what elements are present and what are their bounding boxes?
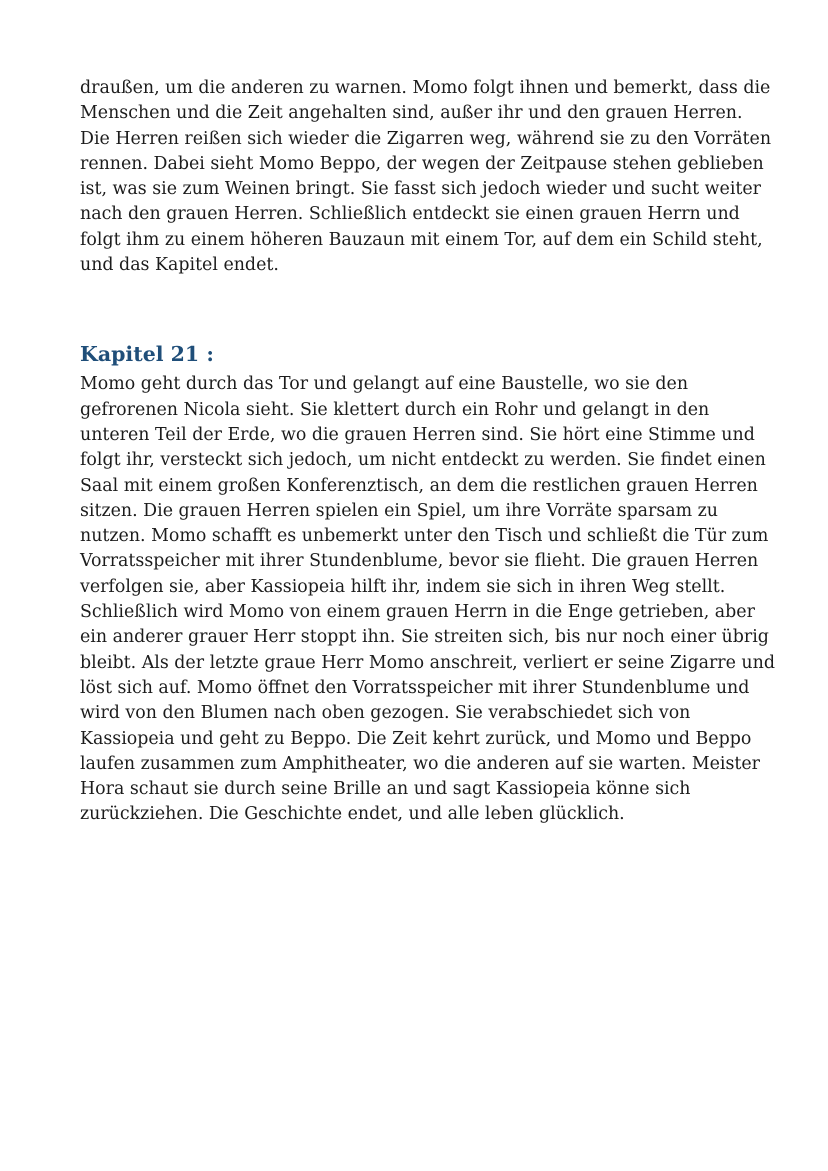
text-line: Saal mit einem großen Konferenztisch, an dem die restlichen grauen Herren — [80, 475, 758, 496]
text-line: löst sich auf. Momo öffnet den Vorratsspeicher mit ihrer Stundenblume und — [80, 677, 750, 698]
text-line: Schließlich wird Momo von einem grauen Herrn in die Enge getrieben, aber — [80, 602, 755, 623]
text-line: gefrorenen Nicola sieht. Sie klettert durch ein Rohr und gelangt in den — [80, 399, 710, 420]
text-line: folgt ihr, versteckt sich jedoch, um nicht entdeckt zu werden. Sie findet einen — [80, 450, 766, 471]
chapter-heading: Kapitel 21 : — [80, 342, 214, 367]
text-line: bleibt. Als der letzte graue Herr Momo anschreit, verliert er seine Zigarre und — [80, 652, 775, 673]
text-line: ein anderer grauer Herr stoppt ihn. Sie streiten sich, bis nur noch einer übrig — [80, 627, 769, 648]
text-line: rennen. Dabei sieht Momo Beppo, der wegen der Zeitpause stehen geblieben — [80, 153, 764, 174]
intro-paragraph — [80, 76, 772, 278]
text-line: Menschen und die Zeit angehalten sind, außer ihr und den grauen Herren. — [80, 103, 743, 124]
text-line: laufen zusammen zum Amphitheater, wo die anderen auf sie warten. Meister — [80, 753, 760, 774]
text-line: Hora schaut sie durch seine Brille an und sagt Kassiopeia könne sich — [80, 779, 691, 800]
chapter-paragraph — [80, 372, 775, 827]
text-line: Momo geht durch das Tor und gelangt auf eine Baustelle, wo sie den — [80, 374, 689, 395]
document-page — [80, 76, 775, 828]
text-line: ist, was sie zum Weinen bringt. Sie fasst sich jedoch wieder und sucht weiter — [80, 179, 761, 200]
text-line: unteren Teil der Erde, wo die grauen Herren sind. Sie hört eine Stimme und — [80, 424, 755, 445]
text-line: Die Herren reißen sich wieder die Zigarren weg, während sie zu den Vorräten — [80, 128, 772, 149]
text-line: verfolgen sie, aber Kassiopeia hilft ihr, indem sie sich in ihren Weg stellt. — [80, 576, 726, 597]
text-line: wird von den Blumen nach oben gezogen. Sie verabschiedet sich von — [80, 703, 691, 724]
text-line: nutzen. Momo schafft es unbemerkt unter den Tisch und schließt die Tür zum — [80, 526, 769, 547]
text-line: Kassiopeia und geht zu Beppo. Die Zeit kehrt zurück, und Momo und Beppo — [80, 728, 752, 749]
text-line: und das Kapitel endet. — [80, 255, 279, 276]
text-line: zurückziehen. Die Geschichte endet, und alle leben glücklich. — [80, 804, 625, 825]
text-line: nach den grauen Herren. Schließlich entdeckt sie einen grauen Herrn und — [80, 204, 740, 225]
text-line: draußen, um die anderen zu warnen. Momo folgt ihnen und bemerkt, dass die — [80, 78, 771, 98]
text-line: folgt ihm zu einem höheren Bauzaun mit einem Tor, auf dem ein Schild steht, — [80, 229, 763, 250]
text-line: sitzen. Die grauen Herren spielen ein Spiel, um ihre Vorräte sparsam zu — [80, 500, 719, 521]
text-line: Vorratsspeicher mit ihrer Stundenblume, bevor sie flieht. Die grauen Herren — [80, 551, 759, 572]
